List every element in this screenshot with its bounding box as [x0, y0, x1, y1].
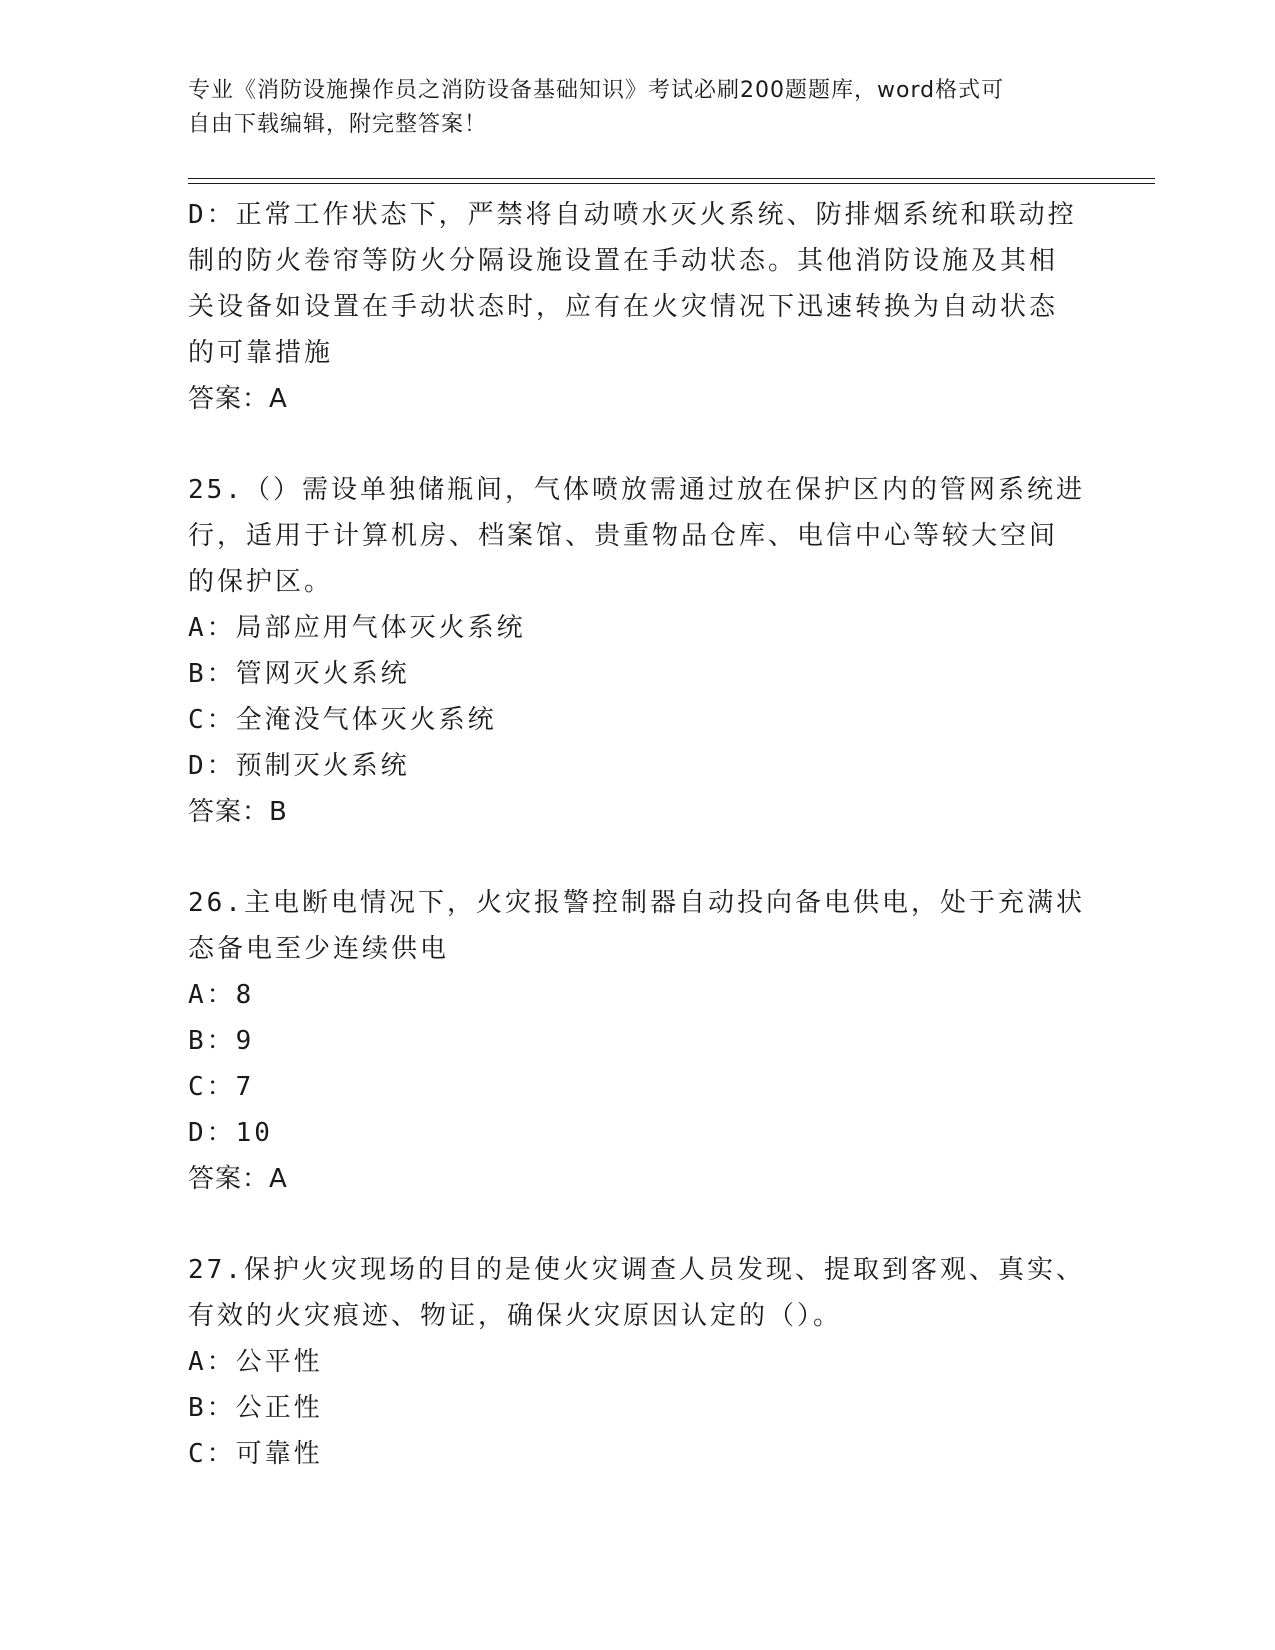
option-b: B：公正性	[188, 1393, 323, 1423]
option-d-line: 的可靠措施	[188, 338, 334, 368]
spacer	[188, 1202, 1088, 1247]
question-27	[188, 1247, 1088, 1477]
answer-line: 答案：A	[188, 384, 288, 414]
question-stem-line: 26.主电断电情况下，火灾报警控制器自动投向备电供电，处于充满状	[188, 888, 1085, 918]
continued-question-24	[188, 192, 1088, 422]
spacer	[188, 422, 1088, 467]
question-stem-line: 有效的火灾痕迹、物证，确保火灾原因认定的（）。	[188, 1301, 843, 1331]
question-stem-line: 的保护区。	[188, 567, 334, 597]
option-a: A：局部应用气体灭火系统	[188, 613, 526, 643]
document-header	[188, 74, 1088, 142]
option-a: A：公平性	[188, 1347, 323, 1377]
question-stem-line: 25.（）需设单独储瓶间，气体喷放需通过放在保护区内的管网系统进	[188, 475, 1085, 505]
question-stem-line: 态备电至少连续供电	[188, 934, 450, 964]
header-line-1: 专业《消防设施操作员之消防设备基础知识》考试必刷200题题库，word格式可	[188, 78, 1005, 103]
option-c: C：全淹没气体灭火系统	[188, 705, 497, 735]
question-stem-line: 27.保护火灾现场的目的是使火灾调查人员发现、提取到客观、真实、	[188, 1255, 1085, 1285]
header-line-2: 自由下载编辑，附完整答案！	[188, 112, 488, 137]
option-d-line: 制的防火卷帘等防火分隔设施设置在手动状态。其他消防设施及其相	[188, 246, 1059, 276]
option-c: C：7	[188, 1072, 255, 1102]
option-d-line: 关设备如设置在手动状态时，应有在火灾情况下迅速转换为自动状态	[188, 292, 1059, 322]
answer-line: 答案：B	[188, 797, 288, 827]
question-25	[188, 467, 1088, 835]
question-26	[188, 880, 1088, 1202]
header-divider-top	[188, 178, 1155, 179]
spacer	[188, 835, 1088, 880]
option-b: B：9	[188, 1026, 255, 1056]
question-stem-line: 行，适用于计算机房、档案馆、贵重物品仓库、电信中心等较大空间	[188, 521, 1059, 551]
header-divider-bottom	[188, 183, 1155, 184]
option-a: A：8	[188, 980, 255, 1010]
option-d: D：预制灭火系统	[188, 751, 410, 781]
question-list	[188, 192, 1088, 1477]
option-d-line: D：正常工作状态下，严禁将自动喷水灭火系统、防排烟系统和联动控	[188, 200, 1077, 230]
option-c: C：可靠性	[188, 1439, 323, 1469]
option-d: D：10	[188, 1118, 273, 1148]
answer-line: 答案：A	[188, 1164, 288, 1194]
option-b: B：管网灭火系统	[188, 659, 410, 689]
